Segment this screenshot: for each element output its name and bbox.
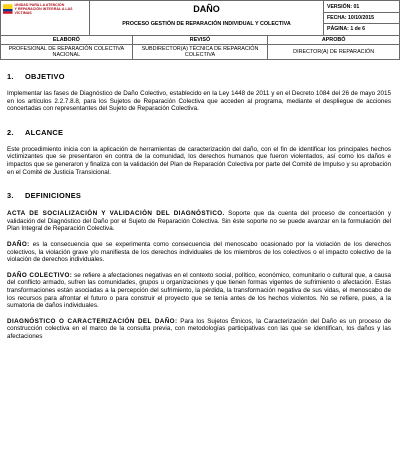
section-alcance-text: Este procedimiento inicia con la aplicación de herramientas de caracterización del daño, con el fin de identificar los principales hechos victimizantes que se presentaron en contra de la comunidad, los derechos humanos que fueron violentados, así como los daños e impactos que se generaron y finaliza con la validación del Plan de Reparación Colectiva por parte del Comité de Impulso y su aprobación en el Comité de Justicia Transicional. [7,145,391,176]
definition-text: Soporte que da cuenta del proceso de concertación y validación del Diagnóstico del Daño por el Sujeto de Reparación Colectiva. Sin éste soporte no se puede avanzar en la formulación del Plan Integral de Reparación Colectiva. [7,210,391,233]
definition-term: DAÑO: [7,240,30,248]
definition-text: Para los Sujetos Étnicos, la Caracterización del Daño es un proceso de construcción colectiva en el marco de la consulta previa, con metodologías participativas con las que se identifican, los daños y las afectaciones [7,317,391,340]
elaboro-value: PROFESIONAL DE REPARACIÓN COLECTIVA NACIONAL [1,45,133,60]
definition-text: es la consecuencia que se experimenta como consecuencia del menoscabo ocasionado por la violación de los derechos colectivos, la violación grave y/o manifiesta de los derechos individuales de los miembros de los colectivos o el impacto colectivo de la violación de derechos individuales. [7,240,391,264]
reviso-value: SUBDIRECTOR(A) TÉCNICA DE REPARACIÓN COLECTIVA [132,45,268,60]
section-definiciones-title [7,191,391,200]
definition-diagnostico [7,318,391,341]
section-number: 1. [7,72,14,81]
meta-cell [324,1,400,36]
definition-term: ACTA DE SOCIALIZACIÓN Y VALIDACIÓN DEL DIAGNÓSTICO. [7,210,225,218]
signature-table [0,35,400,60]
section-title-text: ALCANCE [25,127,64,137]
page-number: PÁGINA: 1 de 6 [327,26,366,32]
logo-text [15,3,87,15]
document-header [0,0,400,36]
logo-line-2: Y REPARACIÓN INTEGRAL A LAS VÍCTIMAS [14,7,73,15]
colombia-flag-icon [3,4,13,14]
elaboro-header: ELABORÓ [1,36,133,45]
section-number: 3. [7,191,14,201]
definition-dano-colectivo [7,272,391,310]
document-body [0,66,400,340]
section-objetivo-title [7,72,391,81]
section-title-text: DEFINICIONES [25,191,82,201]
date-label: FECHA: 10/10/2015 [324,13,399,24]
aprobo-header: APROBÓ [268,36,400,45]
definition-term: DIAGNÓSTICO O CARACTERIZACIÓN DEL DAÑO: [7,317,178,325]
definition-term: DAÑO COLECTIVO: [7,271,73,279]
document-title: DAÑO [193,4,220,14]
process-name: PROCESO GESTIÓN DE REPARACIÓN INDIVIDUAL Y COLECTIVA [122,21,291,27]
logo-line-1: UNIDAD PARA LA ATENCIÓN [14,3,65,7]
version-label: VERSIÓN: 01 [324,2,399,13]
definition-text: se refiere a afectaciones negativas en el contexto social, político, económico, comunitario o cultural que, a causa del conflicto armado, sufren las comunidades, grupos u organizaciones y que tienen formas vigentes de sufrimiento o afectación. Estas transformaciones están asociadas a la percepción del sufrimiento, la pérdida, la transformación negativa de sus vidas, el menoscabo de los recursos para afrontar el futuro o para construir el proyecto que se tenía antes de los hechos violentos. No se refiere, pues, a la sumatoria de daños individuales. [7,271,392,310]
section-objetivo-text: Implementar las fases de Diagnóstico de Daño Colectivo, establecido en la Ley 1448 de 2011 y en el Decreto 1084 del 26 de mayo 2015 en los artículos 2.2.7.8.8, para los Sujetos de Reparación Colectiva que acceden al programa, mediante el despliegue de acciones concertadas con representantes del Sujeto de Reparación Colectiva. [7,90,391,113]
section-alcance-title [7,128,391,137]
title-cell [90,1,324,36]
logo-cell [1,1,90,36]
reviso-header: REVISÓ [132,36,268,45]
definition-dano [7,241,391,264]
section-number: 2. [7,127,14,137]
definition-acta [7,210,391,233]
aprobo-value: DIRECTOR(A) DE REPARACIÓN [268,45,400,60]
section-title-text: OBJETIVO [25,72,65,81]
